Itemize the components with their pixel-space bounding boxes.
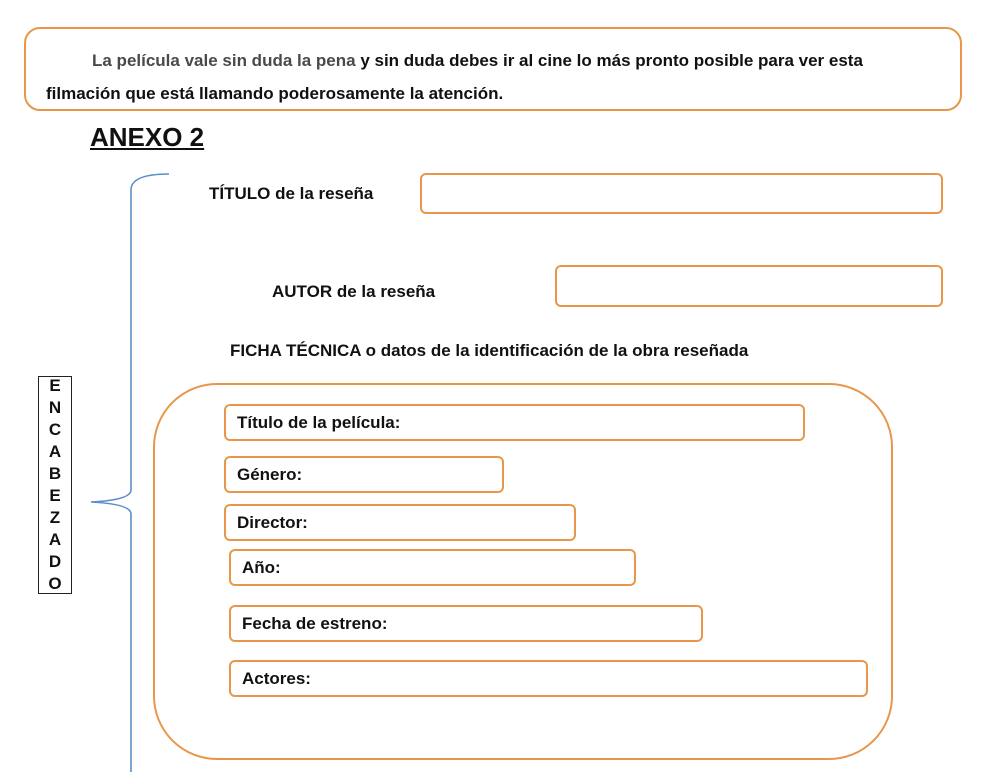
year-field[interactable]	[229, 549, 636, 586]
encabezado-label	[38, 376, 72, 594]
actors-label: Actores:	[242, 668, 311, 688]
intro-rest: y sin duda debes ir al cine lo más pronto posible para ver esta	[355, 51, 863, 70]
encabezado-letter: E	[49, 486, 61, 505]
review-title-field[interactable]	[420, 173, 943, 214]
encabezado-letter: D	[48, 552, 62, 571]
year-label: Año:	[242, 557, 281, 577]
release-date-field[interactable]	[229, 605, 703, 642]
encabezado-letter: B	[48, 464, 62, 483]
intro-box	[24, 27, 962, 111]
genre-label: Género:	[237, 464, 303, 484]
movie-title-label: Título de la película:	[237, 412, 401, 432]
encabezado-letter: A	[48, 442, 62, 461]
review-author-label: AUTOR de la reseña	[272, 282, 436, 301]
encabezado-letter: N	[48, 398, 62, 417]
encabezado-letter: E	[49, 376, 61, 395]
encabezado-letter: C	[48, 420, 62, 439]
review-author-field[interactable]	[555, 265, 943, 307]
encabezado-letter: Z	[49, 508, 61, 527]
intro-highlight: La película vale sin duda la pena	[92, 51, 356, 70]
intro-line-1	[46, 44, 950, 77]
page-title: ANEXO 2	[90, 122, 205, 152]
release-date-label: Fecha de estreno:	[242, 613, 388, 633]
director-label: Director:	[237, 512, 308, 532]
genre-field[interactable]	[224, 456, 504, 493]
movie-title-field[interactable]	[224, 404, 805, 441]
encabezado-letter: A	[48, 530, 62, 549]
review-title-label: TÍTULO de la reseña	[209, 184, 374, 203]
encabezado-letter: O	[48, 574, 62, 593]
ficha-tecnica-label: FICHA TÉCNICA o datos de la identificación de la obra reseñada	[230, 341, 749, 360]
intro-line-2: filmación que está llamando poderosamente la atención.	[46, 84, 504, 103]
director-field[interactable]	[224, 504, 576, 541]
actors-field[interactable]	[229, 660, 868, 697]
